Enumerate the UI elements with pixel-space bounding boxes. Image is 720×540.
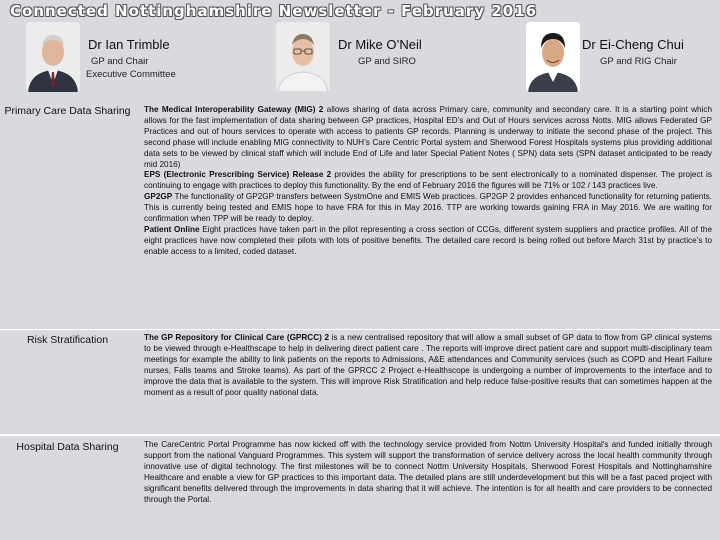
section-body-primary-care [144,105,712,258]
person-name-mike-oneil: Dr Mike O’Neil [338,37,422,52]
paragraph-patient-online [144,225,712,258]
section-body-hospital-data-sharing [144,440,712,505]
section-label-primary-care: Primary Care Data Sharing [4,105,131,117]
newsletter-title: Connected Nottinghamshire Newsletter - February 2016 [10,2,538,20]
section-risk-stratification [0,330,720,434]
paragraph-eps-text: provides the ability for prescriptions to be sent electronically to a nominated dispenser. The project is continuing to engage with practices to deploy this functionality. By the end of February 2016 the figures will be 71% or 102 / 143 practices live. [144,170,712,191]
newsletter-header [0,0,720,100]
paragraph-mig-text: allows sharing of data across Primary care, community and secondary care. It is a starting point which allows for the fast implementation of data sharing between GP practices, Hospital ED’s and Out of Hours services across Notts. MIG allows Federated GP Practices and out of hours services to operate with access to patients GP records. Planning is underway to initiate the second phase of the project. This second phase will include enabling MIG connectivity to NUH’s Care Centric Portal system and Sherwood Forest Hospitals systems plus providing additional data sets to be viewed by clinical staff which will include End of Life and later Special Patient Notes ( SPN) data sets (SPN dataset anticipated to be ready mid 2016) [144,105,713,169]
section-label-hospital-data-sharing: Hospital Data Sharing [16,441,119,453]
paragraph-patient-online-text: Eight practices have taken part in the pilot representing a cross section of CCGs, different system suppliers and practice profiles. All of the eight practices have now completed their pilots with lots of positive benefits. The detailed care record is being rolled out before March 31st by practice’s to enable access to a limited, coded dataset. [144,224,712,256]
paragraph-gprcc-heading: The GP Repository for Clinical Care (GPRCC) 2 [144,333,330,342]
paragraph-mig-heading: The Medical Interoperability Gateway (MIG) 2 [144,105,324,114]
person-role-ian-trimble: GP and Chair [91,56,149,67]
person-name-ei-cheng-chui: Dr Ei-Cheng Chui [582,37,684,52]
paragraph-carecentric-text: The CareCentric Portal Programme has now kicked off with the technology service provided from Nottm University Hospital's and funded initially through support from the national Vanguard Programmes. This system will support the transformation of service delivery across the local health community through innovative use of digital technology. The first milestones will be to connect Nottm University Hospitals, Sherwood Forest Hospitals and Nottinghamshire Healthcare and enable a view for GP practices to this important data. The detailed plans are still underdevelopment but this will be a fast paced project with significant benefits delivered through the improvements in data sharing that it will achieve. The intention is for all health and care providers to be connected through the Portal. [144,440,712,504]
paragraph-mig [144,105,712,170]
paragraph-gprcc-text: is a new centralised repository that will allow a small subset of GP data to flow from GP clinical systems to be viewed through e-Healthscape to help in delivering direct patient care . The reports will improve direct patient care and support multi-disciplinary team meetings for example the ability to link patients on the reports to Admissions, A&E attendances and Community services (such as COPD and Heart Failure nurses, Falls teams and Stroke teams). As part of the GPRCC 2 Project e-Healthscope is undergoing a number of improvements to the interface and to improve the data that is available to the system. This will improve Risk Stratification and help reduce false-positive results that can sometimes happen at the moment as a result of poor quality national data. [144,333,712,397]
paragraph-carecentric [144,440,712,505]
portrait-photo-ian-trimble [26,22,80,92]
section-label-risk-stratification: Risk Stratification [26,334,109,346]
paragraph-gp2gp [144,192,712,225]
paragraph-gprcc [144,333,712,398]
person-role-mike-oneil: GP and SIRO [358,56,416,67]
paragraph-gp2gp-text: The functionality of GP2GP transfers between SystmOne and EMIS Web practices. GP2GP 2 provides enhanced functionality for returning patients. This is currently being tested and EMIS hope to have FRA for this in May 2016. TTP are working towards gaining FRA in May 2016. We are waiting for confirmation when TPP will be ready to deploy. [144,192,712,224]
person-name-ian-trimble: Dr Ian Trimble [88,37,170,52]
section-hospital-data-sharing [0,436,720,540]
person-role-ian-trimble-line2: Executive Committee [86,69,176,80]
paragraph-eps [144,170,712,192]
person-role-ei-cheng-chui: GP and RIG Chair [600,56,677,67]
section-primary-care-data-sharing [0,100,720,329]
portrait-photo-ei-cheng-chui [526,22,580,92]
portrait-photo-mike-oneil [276,22,330,92]
section-body-risk-stratification [144,333,712,398]
paragraph-eps-heading: EPS (Electronic Prescribing Service) Release 2 [144,170,332,180]
paragraph-gp2gp-heading: GP2GP [144,192,173,202]
paragraph-patient-online-heading: Patient Online [144,224,200,234]
